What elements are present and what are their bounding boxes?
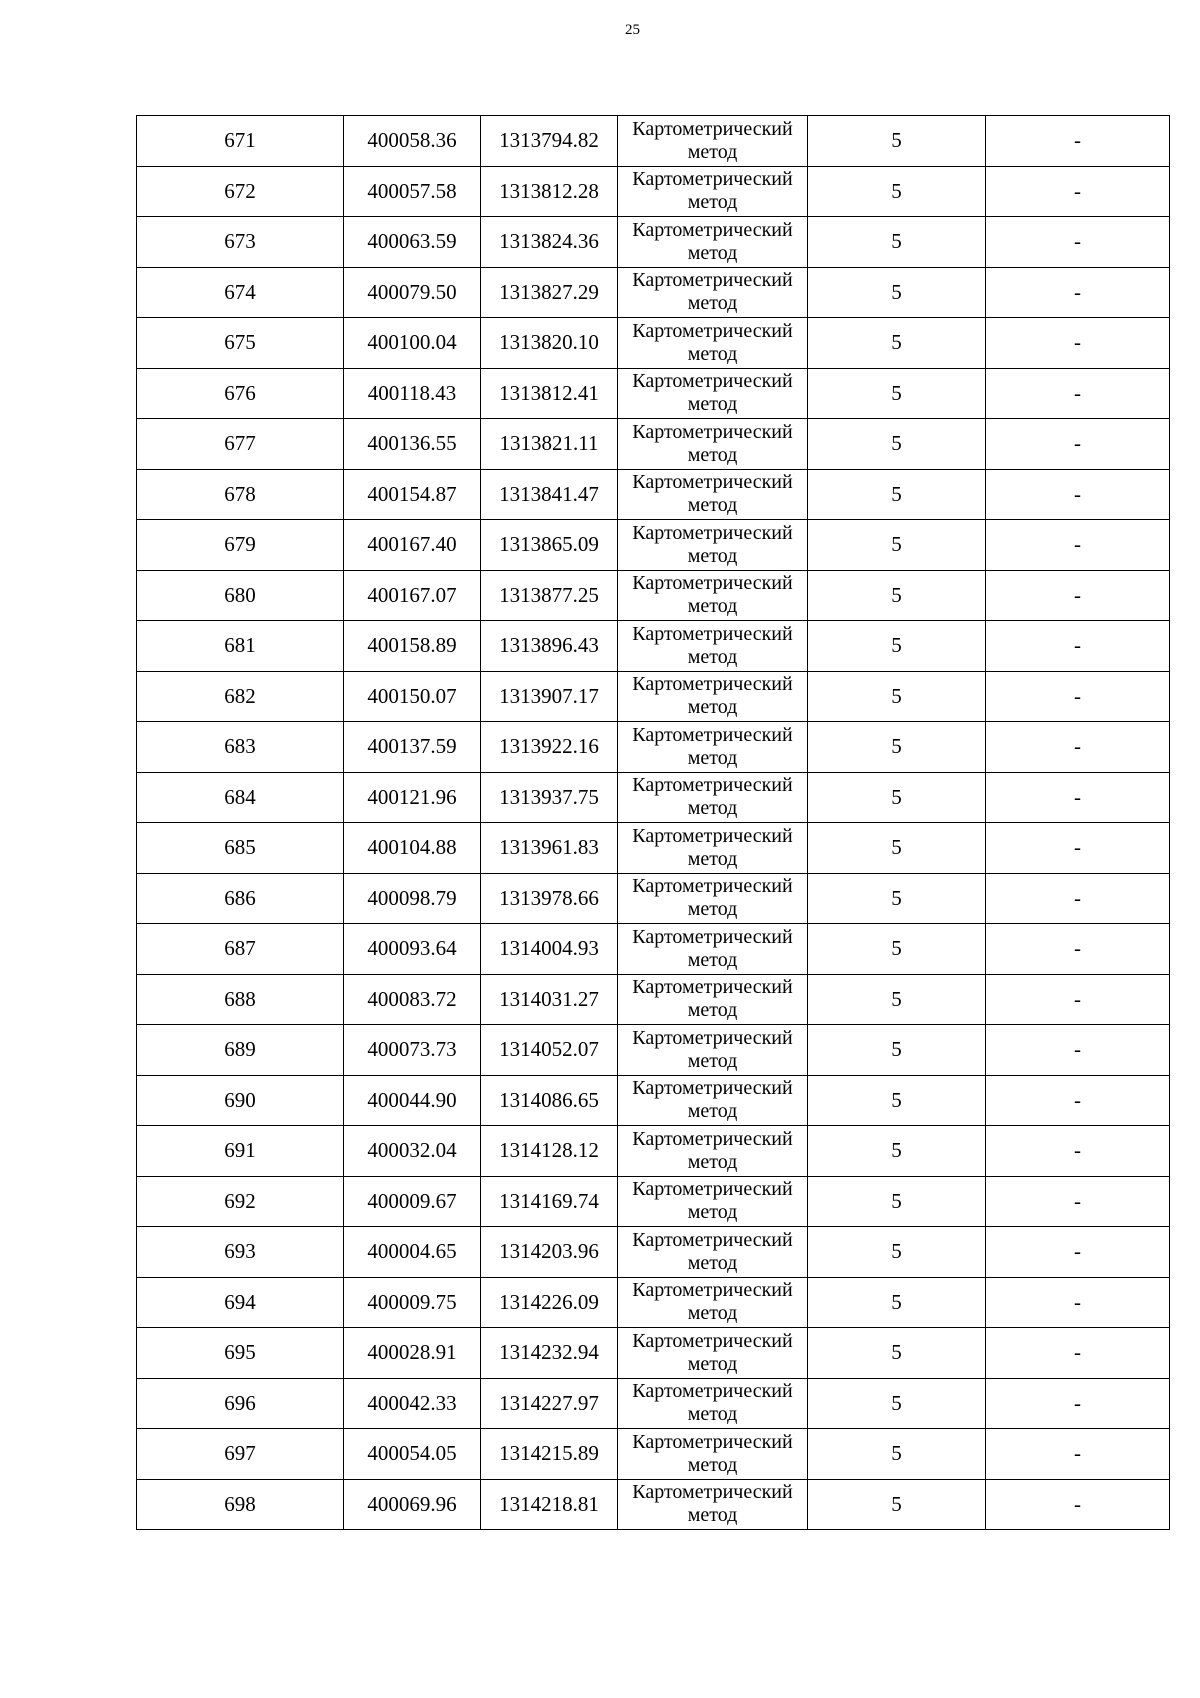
method-cell [618,621,808,672]
note-cell: - [986,1075,1170,1126]
precision-cell: 5 [808,671,986,722]
note-cell: - [986,924,1170,975]
table-row [137,671,1170,722]
method-cell [618,419,808,470]
y-coordinate-cell: 1314226.09 [481,1277,618,1328]
method-line-1: Картометрический [632,1329,793,1352]
y-coordinate-cell: 1314169.74 [481,1176,618,1227]
x-coordinate-cell: 400009.67 [344,1176,481,1227]
precision-cell: 5 [808,1277,986,1328]
method-cell [618,1075,808,1126]
precision-cell: 5 [808,873,986,924]
precision-cell: 5 [808,722,986,773]
note-cell: - [986,1227,1170,1278]
method-line-1: Картометрический [632,875,793,898]
page-number: 25 [625,22,640,38]
x-coordinate-cell: 400150.07 [344,671,481,722]
x-coordinate-cell: 400083.72 [344,974,481,1025]
method-line-2: метод [687,1150,738,1173]
method-line-2: метод [687,1100,738,1123]
y-coordinate-cell: 1314031.27 [481,974,618,1025]
precision-cell: 5 [808,318,986,369]
y-coordinate-cell: 1313827.29 [481,267,618,318]
table-row [137,924,1170,975]
precision-cell: 5 [808,267,986,318]
method-line-1: Картометрический [632,925,793,948]
method-cell [618,520,808,571]
table-row [137,873,1170,924]
table-row [137,1176,1170,1227]
method-cell [618,1176,808,1227]
precision-cell: 5 [808,520,986,571]
method-cell [618,873,808,924]
note-cell: - [986,1378,1170,1429]
note-cell: - [986,722,1170,773]
point-number-cell: 672 [137,166,344,217]
point-number-cell: 674 [137,267,344,318]
method-line-1: Картометрический [632,824,793,847]
point-number-cell: 681 [137,621,344,672]
method-line-1: Картометрический [632,420,793,443]
coordinates-table [136,115,1170,1530]
method-line-1: Картометрический [632,1279,793,1302]
x-coordinate-cell: 400042.33 [344,1378,481,1429]
method-cell [618,1479,808,1530]
point-number-cell: 685 [137,823,344,874]
precision-cell: 5 [808,1378,986,1429]
y-coordinate-cell: 1313865.09 [481,520,618,571]
x-coordinate-cell: 400100.04 [344,318,481,369]
table-row [137,1227,1170,1278]
method-line-1: Картометрический [632,1026,793,1049]
y-coordinate-cell: 1314128.12 [481,1126,618,1177]
method-line-2: метод [687,241,738,264]
note-cell: - [986,419,1170,470]
y-coordinate-cell: 1314203.96 [481,1227,618,1278]
table-row [137,823,1170,874]
method-cell [618,570,808,621]
method-line-1: Картометрический [632,319,793,342]
point-number-cell: 698 [137,1479,344,1530]
method-cell [618,1328,808,1379]
x-coordinate-cell: 400167.40 [344,520,481,571]
precision-cell: 5 [808,1075,986,1126]
point-number-cell: 676 [137,368,344,419]
note-cell: - [986,368,1170,419]
point-number-cell: 695 [137,1328,344,1379]
method-line-2: метод [687,645,738,668]
method-line-1: Картометрический [632,572,793,595]
precision-cell: 5 [808,1429,986,1480]
method-line-2: метод [687,292,738,315]
method-cell [618,368,808,419]
table-row [137,267,1170,318]
method-line-2: метод [687,1049,738,1072]
method-cell [618,318,808,369]
x-coordinate-cell: 400028.91 [344,1328,481,1379]
x-coordinate-cell: 400167.07 [344,570,481,621]
method-cell [618,823,808,874]
table-row [137,469,1170,520]
y-coordinate-cell: 1314215.89 [481,1429,618,1480]
table-row [137,116,1170,167]
precision-cell: 5 [808,621,986,672]
method-line-1: Картометрический [632,218,793,241]
point-number-cell: 687 [137,924,344,975]
table-row [137,570,1170,621]
method-line-2: метод [687,746,738,769]
method-line-1: Картометрический [632,673,793,696]
precision-cell: 5 [808,1025,986,1076]
y-coordinate-cell: 1313922.16 [481,722,618,773]
point-number-cell: 690 [137,1075,344,1126]
precision-cell: 5 [808,1126,986,1177]
precision-cell: 5 [808,469,986,520]
method-line-1: Картометрический [632,1127,793,1150]
table-row [137,217,1170,268]
y-coordinate-cell: 1314086.65 [481,1075,618,1126]
method-line-2: метод [687,1302,738,1325]
method-cell [618,469,808,520]
method-line-2: метод [687,443,738,466]
point-number-cell: 692 [137,1176,344,1227]
method-cell [618,1277,808,1328]
table-row [137,1479,1170,1530]
method-line-2: метод [687,544,738,567]
method-line-2: метод [687,1504,738,1527]
point-number-cell: 693 [137,1227,344,1278]
y-coordinate-cell: 1313907.17 [481,671,618,722]
method-line-2: метод [687,696,738,719]
method-line-2: метод [687,999,738,1022]
table-row [137,722,1170,773]
method-line-2: метод [687,1251,738,1274]
y-coordinate-cell: 1314004.93 [481,924,618,975]
x-coordinate-cell: 400137.59 [344,722,481,773]
x-coordinate-cell: 400054.05 [344,1429,481,1480]
table-row [137,1328,1170,1379]
method-line-2: метод [687,393,738,416]
note-cell: - [986,1429,1170,1480]
method-line-1: Картометрический [632,1481,793,1504]
method-cell [618,1429,808,1480]
method-cell [618,772,808,823]
note-cell: - [986,520,1170,571]
method-line-2: метод [687,1453,738,1476]
method-line-2: метод [687,494,738,517]
y-coordinate-cell: 1313824.36 [481,217,618,268]
y-coordinate-cell: 1313978.66 [481,873,618,924]
method-line-1: Картометрический [632,723,793,746]
method-cell [618,722,808,773]
point-number-cell: 697 [137,1429,344,1480]
note-cell: - [986,1277,1170,1328]
x-coordinate-cell: 400069.96 [344,1479,481,1530]
point-number-cell: 694 [137,1277,344,1328]
precision-cell: 5 [808,924,986,975]
precision-cell: 5 [808,217,986,268]
y-coordinate-cell: 1313896.43 [481,621,618,672]
point-number-cell: 696 [137,1378,344,1429]
method-cell [618,1227,808,1278]
method-line-1: Картометрический [632,976,793,999]
method-line-2: метод [687,140,738,163]
method-cell [618,217,808,268]
x-coordinate-cell: 400058.36 [344,116,481,167]
x-coordinate-cell: 400044.90 [344,1075,481,1126]
method-cell [618,974,808,1025]
note-cell: - [986,116,1170,167]
point-number-cell: 671 [137,116,344,167]
point-number-cell: 683 [137,722,344,773]
method-cell [618,671,808,722]
x-coordinate-cell: 400063.59 [344,217,481,268]
note-cell: - [986,166,1170,217]
table-row [137,166,1170,217]
x-coordinate-cell: 400032.04 [344,1126,481,1177]
x-coordinate-cell: 400073.73 [344,1025,481,1076]
coordinates-table-body [137,116,1170,1530]
precision-cell: 5 [808,1479,986,1530]
table-row [137,318,1170,369]
note-cell: - [986,1025,1170,1076]
note-cell: - [986,570,1170,621]
y-coordinate-cell: 1313794.82 [481,116,618,167]
point-number-cell: 688 [137,974,344,1025]
method-line-2: метод [687,342,738,365]
point-number-cell: 684 [137,772,344,823]
x-coordinate-cell: 400079.50 [344,267,481,318]
method-line-1: Картометрический [632,168,793,191]
method-line-1: Картометрический [632,521,793,544]
point-number-cell: 682 [137,671,344,722]
method-line-2: метод [687,948,738,971]
table-row [137,1025,1170,1076]
x-coordinate-cell: 400158.89 [344,621,481,672]
note-cell: - [986,469,1170,520]
y-coordinate-cell: 1313812.28 [481,166,618,217]
precision-cell: 5 [808,419,986,470]
method-line-1: Картометрический [632,117,793,140]
point-number-cell: 675 [137,318,344,369]
method-cell [618,1378,808,1429]
y-coordinate-cell: 1313812.41 [481,368,618,419]
table-row [137,621,1170,672]
x-coordinate-cell: 400118.43 [344,368,481,419]
precision-cell: 5 [808,116,986,167]
y-coordinate-cell: 1313820.10 [481,318,618,369]
y-coordinate-cell: 1313877.25 [481,570,618,621]
y-coordinate-cell: 1314232.94 [481,1328,618,1379]
table-row [137,1277,1170,1328]
y-coordinate-cell: 1314052.07 [481,1025,618,1076]
x-coordinate-cell: 400154.87 [344,469,481,520]
precision-cell: 5 [808,772,986,823]
note-cell: - [986,873,1170,924]
table-row [137,974,1170,1025]
note-cell: - [986,1479,1170,1530]
point-number-cell: 680 [137,570,344,621]
note-cell: - [986,318,1170,369]
table-row [137,520,1170,571]
method-line-2: метод [687,797,738,820]
y-coordinate-cell: 1314227.97 [481,1378,618,1429]
x-coordinate-cell: 400057.58 [344,166,481,217]
table-row [137,419,1170,470]
x-coordinate-cell: 400009.75 [344,1277,481,1328]
method-line-2: метод [687,1352,738,1375]
point-number-cell: 686 [137,873,344,924]
table-row [137,1075,1170,1126]
method-line-2: метод [687,1403,738,1426]
point-number-cell: 691 [137,1126,344,1177]
method-cell [618,924,808,975]
method-line-1: Картометрический [632,774,793,797]
method-line-2: метод [687,191,738,214]
x-coordinate-cell: 400093.64 [344,924,481,975]
method-cell [618,116,808,167]
x-coordinate-cell: 400121.96 [344,772,481,823]
y-coordinate-cell: 1314218.81 [481,1479,618,1530]
note-cell: - [986,267,1170,318]
method-line-2: метод [687,898,738,921]
method-line-1: Картометрический [632,1380,793,1403]
note-cell: - [986,974,1170,1025]
method-line-1: Картометрический [632,1430,793,1453]
precision-cell: 5 [808,1227,986,1278]
note-cell: - [986,772,1170,823]
method-line-2: метод [687,595,738,618]
y-coordinate-cell: 1313821.11 [481,419,618,470]
note-cell: - [986,1328,1170,1379]
method-cell [618,1126,808,1177]
method-line-1: Картометрический [632,370,793,393]
precision-cell: 5 [808,823,986,874]
y-coordinate-cell: 1313961.83 [481,823,618,874]
note-cell: - [986,823,1170,874]
point-number-cell: 689 [137,1025,344,1076]
precision-cell: 5 [808,974,986,1025]
method-line-2: метод [687,847,738,870]
note-cell: - [986,217,1170,268]
precision-cell: 5 [808,166,986,217]
table-row [137,1429,1170,1480]
method-line-1: Картометрический [632,1077,793,1100]
x-coordinate-cell: 400098.79 [344,873,481,924]
point-number-cell: 673 [137,217,344,268]
precision-cell: 5 [808,1176,986,1227]
point-number-cell: 677 [137,419,344,470]
method-cell [618,1025,808,1076]
point-number-cell: 679 [137,520,344,571]
precision-cell: 5 [808,1328,986,1379]
table-row [137,1126,1170,1177]
x-coordinate-cell: 400004.65 [344,1227,481,1278]
precision-cell: 5 [808,368,986,419]
method-line-1: Картометрический [632,622,793,645]
method-line-1: Картометрический [632,1228,793,1251]
x-coordinate-cell: 400104.88 [344,823,481,874]
note-cell: - [986,1126,1170,1177]
method-line-1: Картометрический [632,471,793,494]
method-cell [618,267,808,318]
method-line-1: Картометрический [632,1178,793,1201]
x-coordinate-cell: 400136.55 [344,419,481,470]
method-cell [618,166,808,217]
y-coordinate-cell: 1313937.75 [481,772,618,823]
method-line-1: Картометрический [632,269,793,292]
point-number-cell: 678 [137,469,344,520]
method-line-2: метод [687,1201,738,1224]
y-coordinate-cell: 1313841.47 [481,469,618,520]
note-cell: - [986,621,1170,672]
table-row [137,368,1170,419]
precision-cell: 5 [808,570,986,621]
note-cell: - [986,1176,1170,1227]
note-cell: - [986,671,1170,722]
table-row [137,1378,1170,1429]
table-row [137,772,1170,823]
